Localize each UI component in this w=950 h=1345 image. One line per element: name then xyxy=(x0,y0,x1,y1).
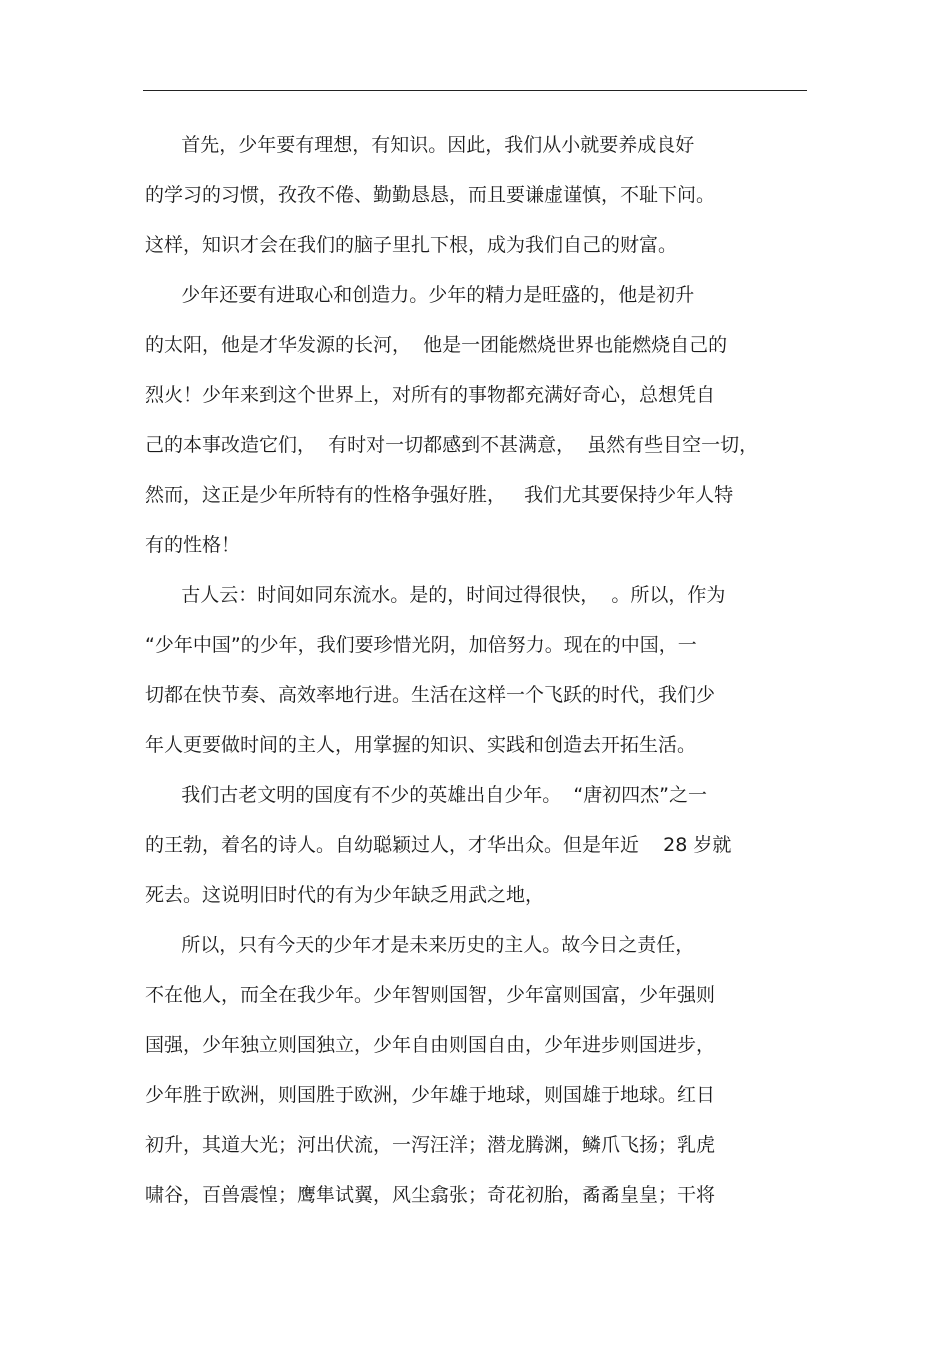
text-line: 这样，知识才会在我们的脑子里扎下根，成为我们自己的财富。 xyxy=(145,234,678,256)
text-line: 国强，少年独立则国独立，少年自由则国自由，少年进步则国进步， xyxy=(145,1034,716,1056)
text-line: 死去。这说明旧时代的有为少年缺乏用武之地， xyxy=(145,884,545,906)
text-line: 少年还要有进取心和创造力。少年的精力是旺盛的，他是初升 xyxy=(145,284,695,306)
text-line: 的学习的习惯，孜孜不倦、勤勤恳恳，而且要谦虚谨慎，不耻下问。 xyxy=(145,184,716,206)
text-line: 切都在快节奏、高效率地行进。生活在这样一个飞跃的时代，我们少 xyxy=(145,684,716,706)
text-line: 年人更要做时间的主人，用掌握的知识、实践和创造去开拓生活。 xyxy=(145,734,697,756)
text-line: 的王勃，着名的诗人。自幼聪颖过人，才华出众。但是年近 28 岁就 xyxy=(145,834,732,856)
text-line: 不在他人，而全在我少年。少年智则国智，少年富则国富，少年强则 xyxy=(145,984,716,1006)
document-body xyxy=(145,120,810,1220)
text-line: 烈火！少年来到这个世界上，对所有的事物都充满好奇心，总想凭自 xyxy=(145,384,716,406)
text-line: “少年中国”的少年，我们要珍惜光阴，加倍努力。现在的中国，一 xyxy=(145,634,697,656)
text-line: 首先，少年要有理想，有知识。因此，我们从小就要养成良好 xyxy=(145,134,695,156)
text-line: 所以，只有今天的少年才是未来历史的主人。故今日之责任， xyxy=(145,934,695,956)
text-line: 古人云：时间如同东流水。是的，时间过得很快， 。所以，作为 xyxy=(145,584,726,606)
text-line: 初升，其道大光；河出伏流，一泻汪洋；潜龙腾渊，鳞爪飞扬；乳虎 xyxy=(145,1134,716,1156)
text-line: 的太阳，他是才华发源的长河， 他是一团能燃烧世界也能燃烧自己的 xyxy=(145,334,728,356)
text-line: 我们古老文明的国度有不少的英雄出自少年。 “唐初四杰”之一 xyxy=(145,784,708,806)
text-line: 啸谷，百兽震惶；鹰隼试翼，风尘翕张；奇花初胎，矞矞皇皇；干将 xyxy=(145,1184,716,1206)
text-line: 然而，这正是少年所特有的性格争强好胜， 我们尤其要保持少年人特 xyxy=(145,484,734,506)
header-rule xyxy=(143,90,807,91)
text-line: 少年胜于欧洲，则国胜于欧洲，少年雄于地球，则国雄于地球。红日 xyxy=(145,1084,716,1106)
text-line: 有的性格！ xyxy=(145,534,241,556)
text-line: 己的本事改造它们， 有时对一切都感到不甚满意， 虽然有些目空一切， xyxy=(145,434,759,456)
